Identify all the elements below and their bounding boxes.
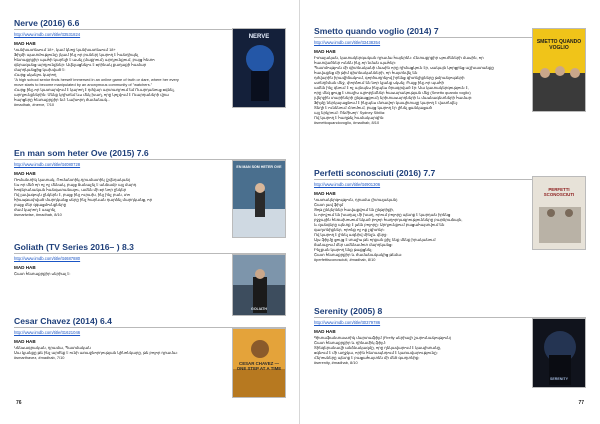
movie-title: Serenity (2005) 8 [314, 306, 383, 316]
movie-entry-smetto-quando-voglio [314, 26, 586, 154]
page-number: 76 [16, 400, 22, 406]
movie-entry-serenity [314, 306, 586, 386]
author-label: MAD HAB [14, 339, 36, 344]
movie-entry-nerve [14, 18, 286, 146]
movie-entry-cesar-chavez [14, 316, 286, 386]
imdb-link[interactable]: http://www.imdb.com/title/tt3531824 [14, 32, 81, 37]
movie-entry-ove [14, 148, 286, 240]
page-number: 77 [578, 400, 584, 406]
author-label: MAD HAB [314, 49, 336, 54]
poster-caption: PERFETTI SCONOSCIUTI [543, 187, 575, 197]
poster-caption: GOLIATH [251, 307, 267, 311]
poster-caption: CESAR CHAVEZ — ONE STEP AT A TIME [236, 361, 282, 371]
movie-title: En man som heter Ove (2015) 7.6 [14, 148, 149, 158]
imdb-link[interactable]: http://www.imdb.com/title/tt0379786 [314, 320, 381, 325]
movie-poster [532, 176, 586, 250]
poster-caption: SERENITY [550, 377, 568, 381]
movie-entry-goliath [14, 242, 286, 311]
imdb-link[interactable]: http://www.imdb.com/title/tt4687880 [14, 256, 81, 261]
movie-title: Goliath (TV Series 2016– ) 8.3 [14, 242, 134, 252]
movie-title: Perfetti sconosciuti (2016) 7.7 [314, 168, 436, 178]
imdb-link[interactable]: http://www.imdb.com/title/tt3438354 [314, 40, 381, 45]
review-text: Իտալական, կատակերգական դրամա հայերեն: Հետաքրքիր սյուժեների մասին, որ հատվածներ ունեն ինչ-որ նման պահեր: Պատմություն մի գիտնականի մասին որը դիմացկուն էր, սակայն կորցրեց աշխատանքը հավաքեց մի թիմ գիտնականների, որ հայտնվել են դժվարին իրավիճակում, գործադրելով իրենց գիտելիքները թմրանյութերի ստեղծման մեջ, փորձում են նոր կյանք սկսել: Բայց ինչ-որ պահի ամեն ինչ գնում է ոչ այնպես ինչպես ծրագրված էր: Սա կատակերգություն է, որը մեզ ցույց է տալիս պրոբլեմներ հասարակության մեջ (Smetto quando voglio) (վերջին տարիների ընթացքում) երիտասարդների և մասնագետների համար: Ֆիլմը ներկայացնում է ինչպես մտավոր կապիտալը կարող է վատնվել: Տեղի է ունենում Հռոմում, բայց կարող էր լինել ցանկացած այլ երկրում: Ռեժիսոր՝ Sydney Sibilia: Ով կարող է հաղթել համակարգին: #smettoquandovoglio, #madhab, 8/10 [314, 55, 494, 125]
movie-poster [232, 328, 286, 398]
movie-poster [532, 318, 586, 388]
author-label: MAD HAB [14, 171, 36, 176]
poster-caption: SMETTO QUANDO VOGLIO [536, 39, 582, 51]
right-page [300, 0, 600, 424]
imdb-link[interactable]: http://www.imdb.com/title/tt4080728 [14, 162, 81, 167]
movie-poster [232, 28, 286, 108]
movie-poster [232, 160, 286, 238]
movie-poster [532, 28, 586, 112]
author-label: MAD HAB [14, 265, 36, 270]
movie-title: Smetto quando voglio (2014) 7 [314, 26, 439, 36]
review-text: Կենսագրական, դրամա, Պատմական Սա կյանքը թե ինչ արժեք է ունի առաջնորդության կինոնկարը, թե բոլոր դրամա: #smarthavez, #madhab, 7/10 [14, 345, 178, 360]
poster-caption: EN MAN SOM HETER OVE [236, 165, 282, 169]
review-text: Կատակերգություն, դրամա (իտալական) Շատ լավ ֆիլմ Յոթ ընկերներ հավաքվում են ընթրիքի, և որոշում են խաղալ մի խաղ, որում բոլորը պետք է կարդան իրենց բջջային հեռախոսում եկած բոլոր հաղորդագրությունները բարձրաձայն, և զանգերը պետք է լսեն բոլորը: Արդյունքում բացահայտվում են գաղտնիքներ, որոնք ոչ ոք չգիտեր: Ով կարող է լինել ազնիվ մինչև վերջ: Այս ֆիլմը ցույց է տալիս թե որքան քիչ ենք մենք իրականում ճանաչում մեր ամենամոտ մարդկանց: Ինչքան կարող ենք թաքցնել: Շատ հետաքրքիր և ժամանակակից թեմա: #perfettisconosciuti, #madhab, 8/10 [314, 197, 463, 262]
movie-title: Nerve (2016) 6.6 [14, 18, 80, 28]
review-text: Ռոմանտիկ կատակ, Ռոմանտիկ-դրամատիկ (շվեդական) Ես որ մեծ որ ոչ ոչ մենակ, բայց ճանաչել է անձամբ այլ մարդ հոգեբանական հանգստանալու, ամեն մի օր նոր ընկեր Ով լավագույն ընկերն է, բայց ինչ ուրախ, ինչ ինչ բան, տո հիասթափված մարդկանց սերը ինչ հարևան դարձել մարդկանց, որ բայց մեր զգացմունքները ժամ կարող է ապրել #smartwise, #madhab, 8/10 [14, 177, 153, 217]
review-text: Շատ հետաքրքիր սերիալ է: [14, 271, 71, 276]
author-label: MAD HAB [314, 329, 336, 334]
imdb-link[interactable]: http://www.imdb.com/title/tt4901306 [314, 182, 381, 187]
movie-entry-perfetti-sconosciuti [314, 168, 586, 296]
review-text: Կանխատեսում 18+, կամ կնոջ կանխատեսում 18+ Ֆիլմի պատմությունը (կամ ինչ որ բաներ) կարող է հանդիպել հետաքրքիր պահի կարելի է ասել (մաքրում) արդյունքում, բայց հետո գերազանց արդյունքներ: Ավելացնելու է օրինակ քաղաքի համար մարդկանցից կախված է: Հարց սկսելու կարող "A high school senior finds herself immersed in an online game of truth or dare, where her every move starts to become manipulated by an anonymous community of "watchers." Հարց ինչ-որ կատարվում է կարող է դժվար արտադրում եմ Ուարդանուց օգնել, արդյունքներին: Մենք կդիտեմ ևս մեկ խաղ, որը կոչվում է Ուարդաների վրա հարցերը հետաքրքիր եմ: Նախորդ ժամանակ... #madhab, #nerve, 7/10 [14, 47, 179, 107]
imdb-link[interactable]: http://www.imdb.com/title/tt1621046 [14, 330, 81, 335]
author-label: MAD HAB [14, 41, 36, 46]
poster-caption: NERVE [248, 34, 270, 40]
movie-poster [232, 254, 286, 316]
movie-title: Cesar Chavez (2014) 6.4 [14, 316, 112, 326]
poster-art [233, 161, 286, 238]
review-text: Գիտաֆանտաստիկ մարտաֆիլմ (Firefly սերիալի շարունակություն) Շատ հետաքրքիր և դինամիկ ֆիլմ: Տիեզերանավի անձնակազմը, որը ղեկավարում է կապիտանը, օգնում է մի աղջկա, որին հետապնդում է կառավարությունը: Հերոսները պետք է բացահայտեն մի մեծ գաղտնիք: #serenity, #madhab, 8/10 [314, 335, 452, 365]
author-label: MAD HAB [314, 191, 336, 196]
